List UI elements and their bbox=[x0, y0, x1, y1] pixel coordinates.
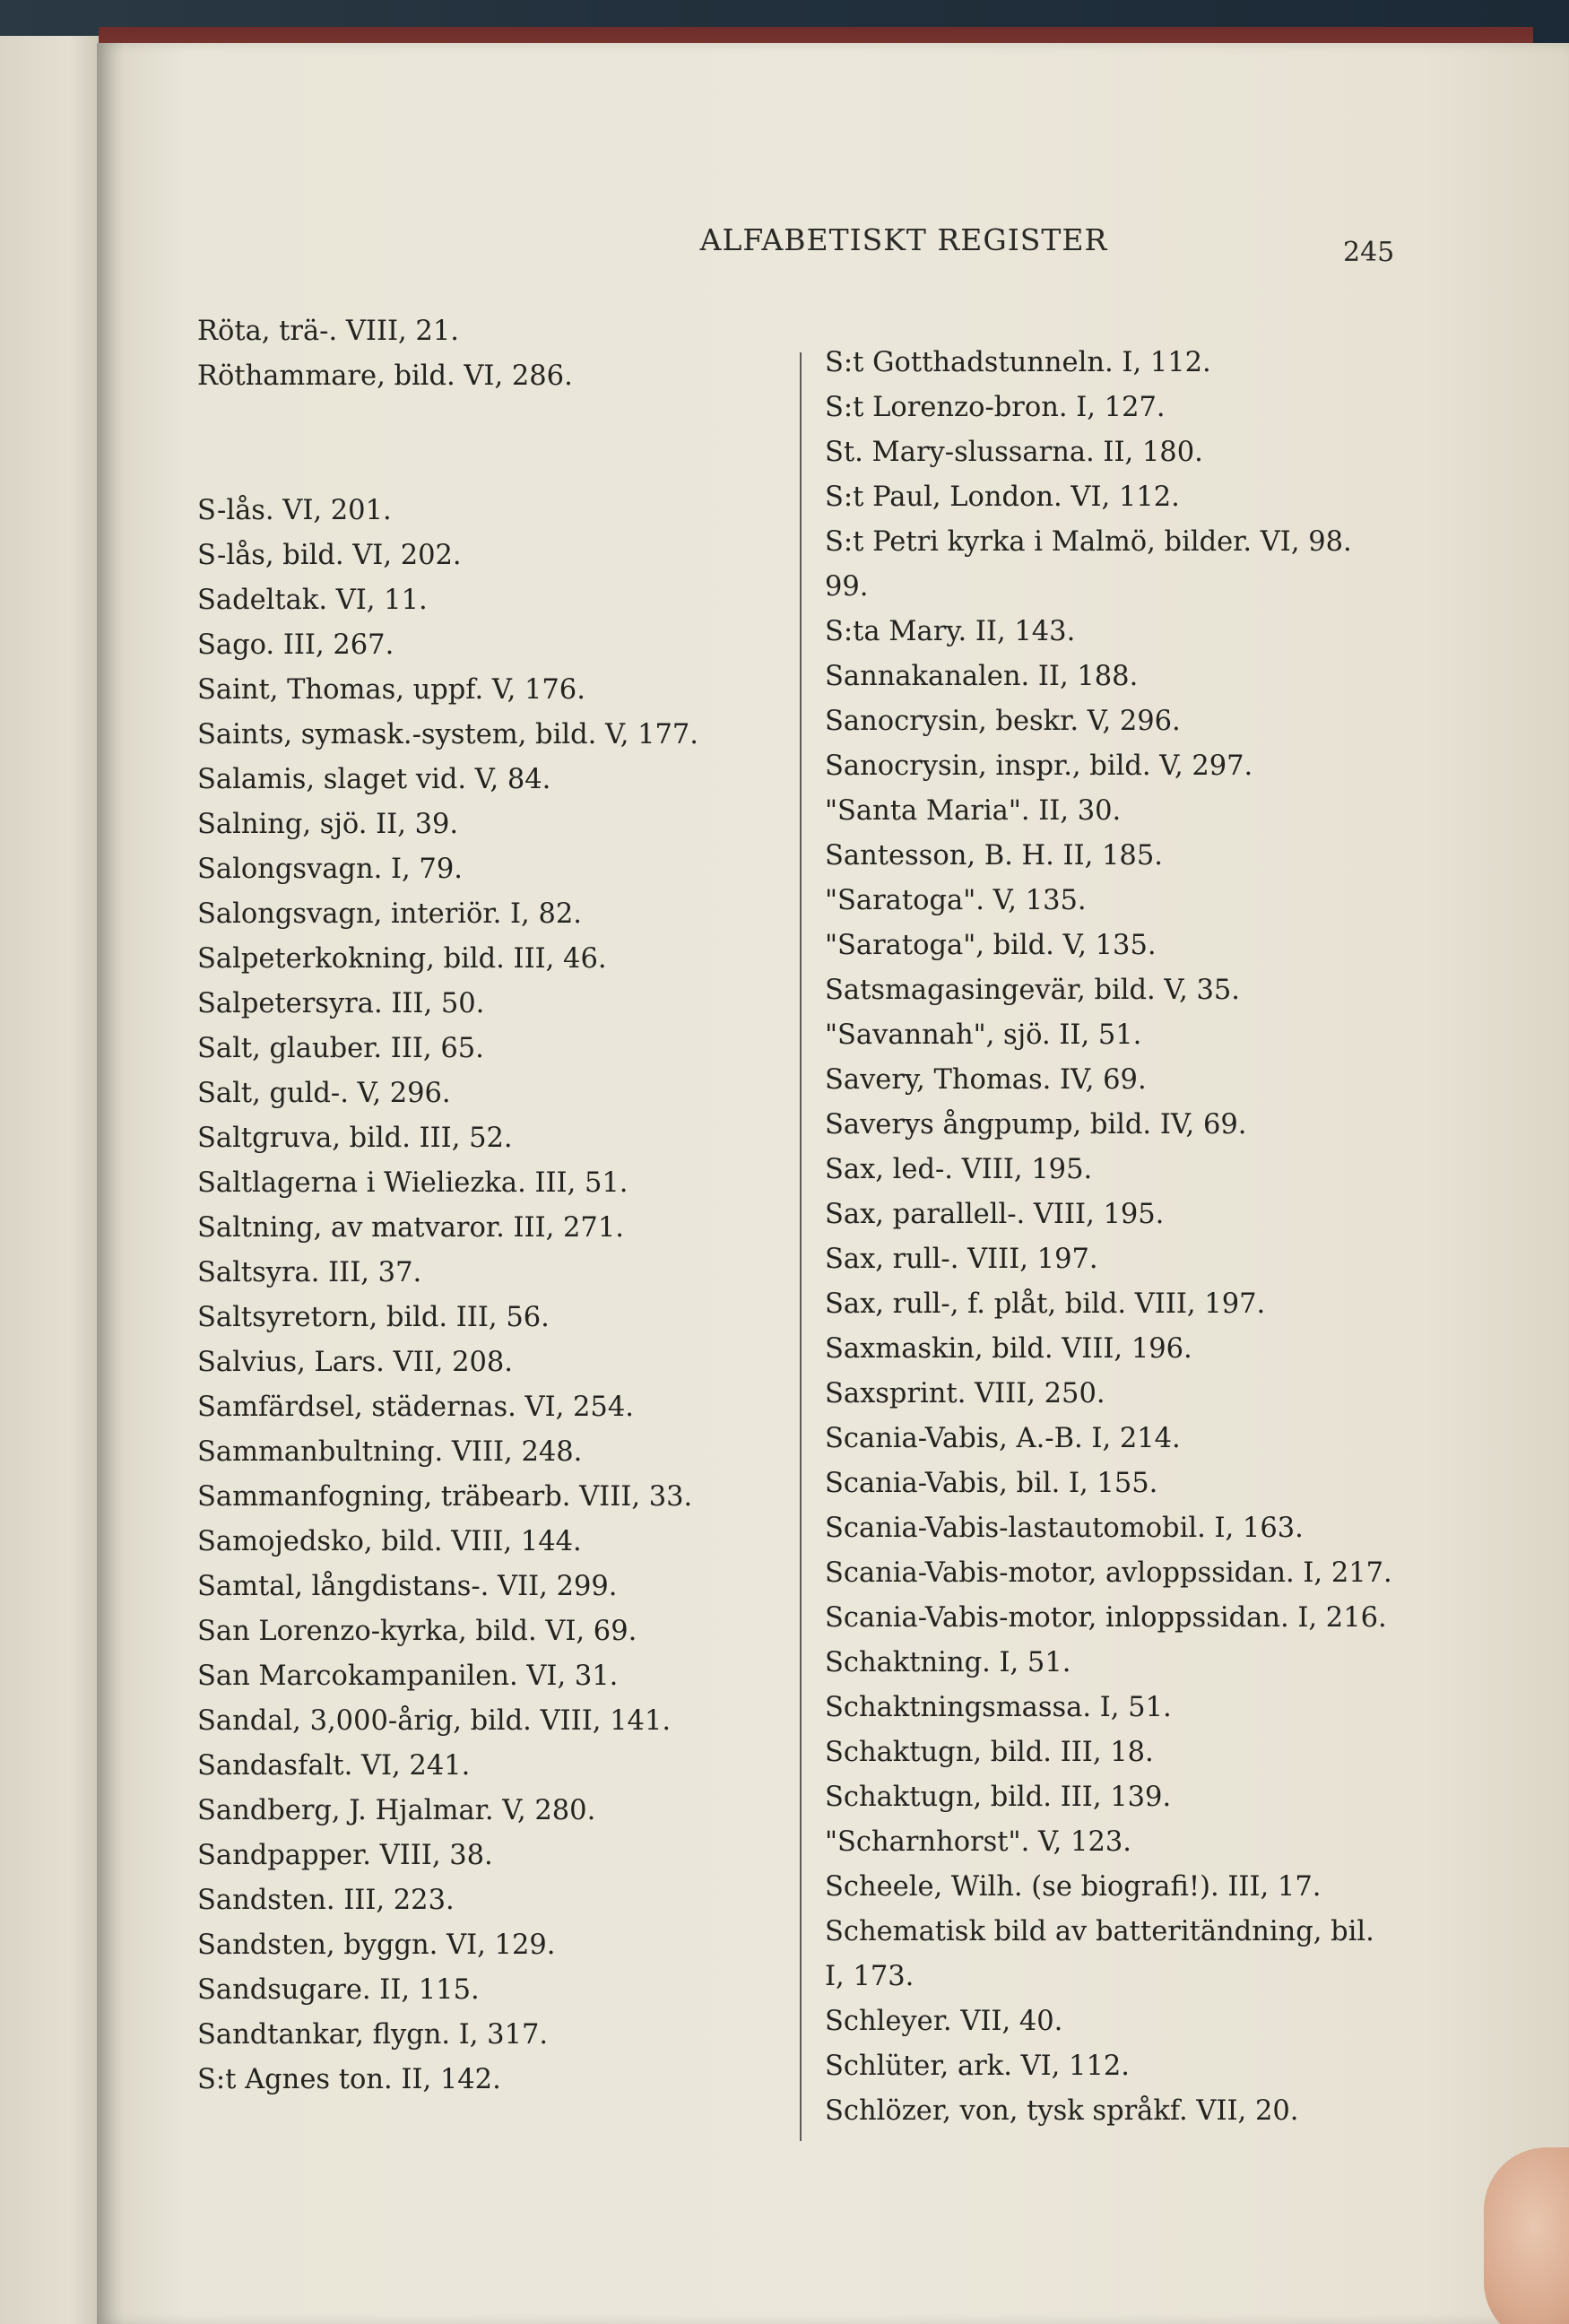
column-divider bbox=[800, 352, 802, 2141]
index-entry: "Saratoga". V, 135. bbox=[825, 885, 1087, 916]
index-entry: Salvius, Lars. VII, 208. bbox=[197, 1347, 513, 1378]
index-entry: Scania-Vabis-motor, avloppssidan. I, 217. bbox=[825, 1557, 1392, 1589]
index-entry: Schaktning. I, 51. bbox=[825, 1647, 1071, 1678]
index-entry: Samtal, långdistans-. VII, 299. bbox=[197, 1571, 618, 1602]
index-entry: Sandtankar, flygn. I, 317. bbox=[197, 2019, 549, 2051]
index-entry: S-lås, bild. VI, 202. bbox=[197, 540, 462, 571]
index-entry: Saints, symask.-system, bild. V, 177. bbox=[197, 719, 698, 750]
index-entry: Saxmaskin, bild. VIII, 196. bbox=[825, 1333, 1192, 1365]
index-entry: Salt, guld-. V, 296. bbox=[197, 1078, 451, 1109]
index-entry: Sadeltak. VI, 11. bbox=[197, 585, 428, 616]
index-entry: San Lorenzo-kyrka, bild. VI, 69. bbox=[197, 1616, 637, 1647]
index-entry: Sandberg, J. Hjalmar. V, 280. bbox=[197, 1795, 596, 1826]
index-entry: Sandasfalt. VI, 241. bbox=[197, 1750, 471, 1782]
index-entry: Sammanfogning, träbearb. VIII, 33. bbox=[197, 1481, 693, 1513]
index-entry: Saltgruva, bild. III, 52. bbox=[197, 1123, 513, 1154]
index-entry: Sago. III, 267. bbox=[197, 629, 394, 661]
index-entry: Salongsvagn. I, 79. bbox=[197, 854, 463, 885]
index-entry: Sax, led-. VIII, 195. bbox=[825, 1154, 1093, 1185]
index-entry: Samojedsko, bild. VIII, 144. bbox=[197, 1526, 582, 1557]
index-entry: Sandal, 3,000-årig, bild. VIII, 141. bbox=[197, 1705, 672, 1737]
index-entry: Sax, rull-, f. plåt, bild. VIII, 197. bbox=[825, 1288, 1266, 1320]
index-entry: Schlüter, ark. VI, 112. bbox=[825, 2051, 1130, 2082]
index-entry: Sandsugare. II, 115. bbox=[197, 1974, 480, 2006]
index-entry: S:t Agnes ton. II, 142. bbox=[197, 2064, 501, 2095]
index-entry: Schaktningsmassa. I, 51. bbox=[825, 1692, 1172, 1723]
index-entry: Salning, sjö. II, 39. bbox=[197, 809, 459, 840]
index-entry: Sax, parallell-. VIII, 195. bbox=[825, 1199, 1165, 1230]
index-entry: Saverys ångpump, bild. IV, 69. bbox=[825, 1109, 1247, 1140]
index-entry: Röthammare, bild. VI, 286. bbox=[197, 360, 573, 392]
index-entry: Scania-Vabis, A.-B. I, 214. bbox=[825, 1423, 1181, 1454]
index-entry: Schlözer, von, tysk språkf. VII, 20. bbox=[825, 2095, 1299, 2127]
index-entry: Scania-Vabis, bil. I, 155. bbox=[825, 1468, 1158, 1499]
index-entry: Saxsprint. VIII, 250. bbox=[825, 1378, 1105, 1409]
index-entry: Satsmagasingevär, bild. V, 35. bbox=[825, 975, 1240, 1006]
gutter-shadow bbox=[97, 43, 124, 2324]
index-entry: Salpetersyra. III, 50. bbox=[197, 988, 485, 1019]
index-entry: "Saratoga", bild. V, 135. bbox=[825, 930, 1157, 961]
index-entry: Sandsten. III, 223. bbox=[197, 1885, 455, 1916]
index-entry: Salt, glauber. III, 65. bbox=[197, 1033, 484, 1064]
index-entry: S:t Petri kyrka i Malmö, bilder. VI, 98. bbox=[825, 526, 1352, 558]
index-entry: Schaktugn, bild. III, 18. bbox=[825, 1737, 1154, 1768]
index-entry: Saltsyretorn, bild. III, 56. bbox=[197, 1302, 550, 1333]
page-number: 245 bbox=[1343, 237, 1395, 268]
index-entry: Saint, Thomas, uppf. V, 176. bbox=[197, 674, 585, 706]
section-spacer bbox=[197, 399, 843, 489]
index-entry: Sanocrysin, beskr. V, 296. bbox=[825, 706, 1181, 737]
index-entry: Scheele, Wilh. (se biografi!). III, 17. bbox=[825, 1871, 1322, 1903]
index-entry: Sammanbultning. VIII, 248. bbox=[197, 1436, 583, 1468]
index-entry: Saltlagerna i Wieliezka. III, 51. bbox=[197, 1167, 628, 1199]
index-entry: Savery, Thomas. IV, 69. bbox=[825, 1064, 1147, 1096]
index-entry: Saltsyra. III, 37. bbox=[197, 1257, 422, 1288]
index-entry: Röta, trä-. VIII, 21. bbox=[197, 316, 459, 347]
index-entry: Schaktugn, bild. III, 139. bbox=[825, 1782, 1172, 1813]
index-entry: Santesson, B. H. II, 185. bbox=[825, 840, 1163, 872]
index-entry: Samfärdsel, städernas. VI, 254. bbox=[197, 1392, 634, 1423]
index-entry: Scania-Vabis-lastautomobil. I, 163. bbox=[825, 1513, 1304, 1544]
index-entry: Schematisk bild av batteritändning, bil. bbox=[825, 1916, 1374, 1947]
index-entry-continuation: 99. bbox=[825, 571, 869, 603]
index-entry: Scania-Vabis-motor, inloppssidan. I, 216. bbox=[825, 1602, 1387, 1634]
index-entry: St. Mary-slussarna. II, 180. bbox=[825, 437, 1203, 468]
index-entry: Salongsvagn, interiör. I, 82. bbox=[197, 898, 582, 930]
thumb bbox=[1484, 2147, 1569, 2324]
index-entry: S-lås. VI, 201. bbox=[197, 495, 392, 526]
index-entry-continuation: I, 173. bbox=[825, 1961, 915, 1992]
index-entry: Salpeterkokning, bild. III, 46. bbox=[197, 943, 607, 975]
index-entry: Sanocrysin, inspr., bild. V, 297. bbox=[825, 750, 1253, 782]
index-entry: S:ta Mary. II, 143. bbox=[825, 616, 1076, 647]
index-entry: Sax, rull-. VIII, 197. bbox=[825, 1244, 1098, 1275]
index-entry: S:t Gotthadstunneln. I, 112. bbox=[825, 347, 1211, 378]
index-entry: Sannakanalen. II, 188. bbox=[825, 661, 1139, 692]
facing-page-edge bbox=[0, 36, 99, 2324]
index-entry: "Savannah", sjö. II, 51. bbox=[825, 1019, 1142, 1051]
index-entry: Sandpapper. VIII, 38. bbox=[197, 1840, 493, 1871]
index-entry: "Santa Maria". II, 30. bbox=[825, 795, 1122, 827]
book-page bbox=[97, 43, 1569, 2324]
index-entry: "Scharnhorst". V, 123. bbox=[825, 1826, 1131, 1858]
index-entry: Saltning, av matvaror. III, 271. bbox=[197, 1212, 624, 1244]
index-entry: S:t Paul, London. VI, 112. bbox=[825, 481, 1180, 513]
running-header: ALFABETISKT REGISTER bbox=[699, 222, 1108, 257]
index-column-left bbox=[197, 309, 843, 2103]
index-entry: S:t Lorenzo-bron. I, 127. bbox=[825, 392, 1166, 423]
index-column-right bbox=[825, 341, 1533, 2134]
index-entry: Sandsten, byggn. VI, 129. bbox=[197, 1929, 556, 1961]
index-entry: San Marcokampanilen. VI, 31. bbox=[197, 1661, 619, 1692]
index-entry: Schleyer. VII, 40. bbox=[825, 2006, 1063, 2037]
index-entry: Salamis, slaget vid. V, 84. bbox=[197, 764, 551, 795]
